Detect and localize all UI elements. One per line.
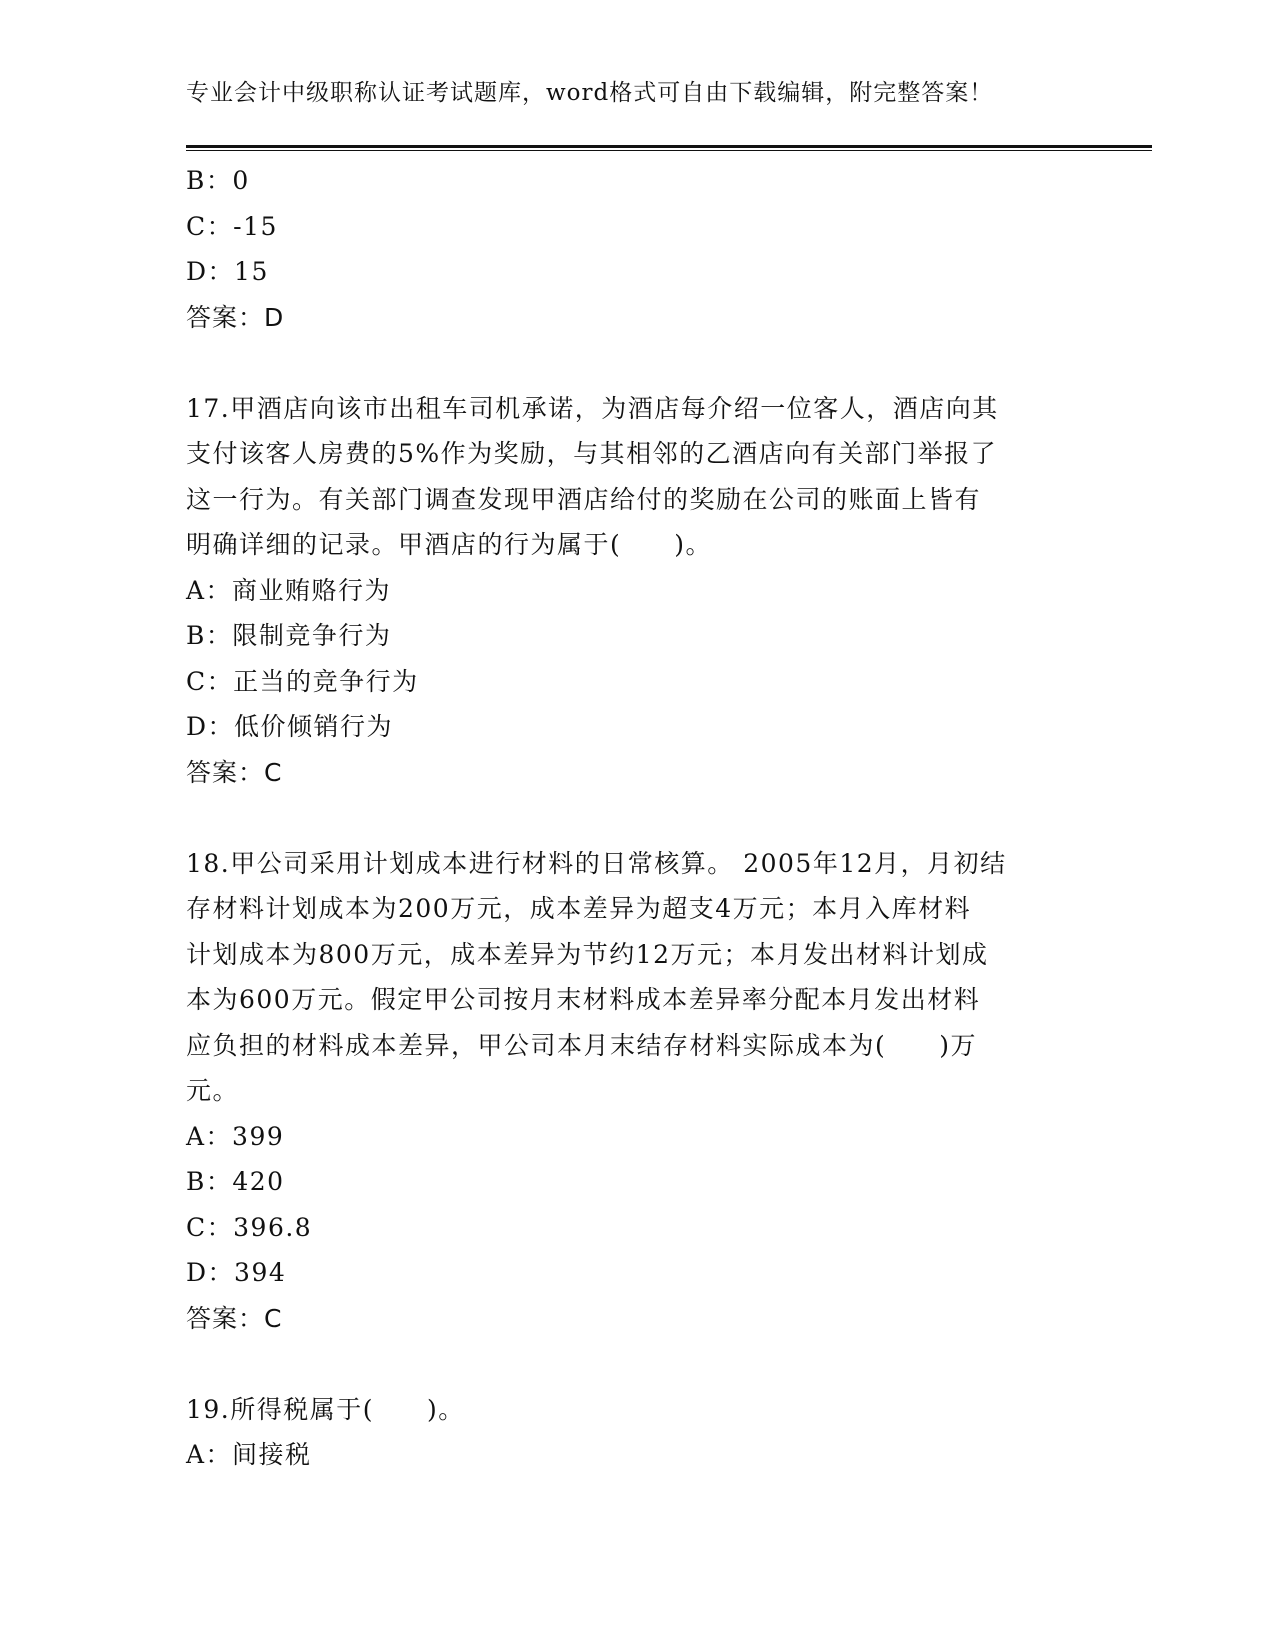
question-text-line: 存材料计划成本为200万元，成本差异为超支4万元；本月入库材料 — [186, 894, 972, 923]
question-18 — [186, 841, 1086, 1342]
option-c: C：-15 — [186, 211, 278, 241]
spacer — [186, 1341, 1086, 1387]
question-text-line: 17.甲酒店向该市出租车司机承诺，为酒店每介绍一位客人，酒店向其 — [186, 393, 999, 423]
page-header: 专业会计中级职称认证考试题库，word格式可自由下载编辑，附完整答案！ — [186, 80, 994, 106]
option-c: C：396.8 — [186, 1212, 313, 1242]
question-text-line: 明确详细的记录。甲酒店的行为属于( )。 — [186, 530, 713, 559]
option-b: B：420 — [186, 1167, 285, 1196]
header-rule-thin — [186, 150, 1152, 151]
question-text-line: 这一行为。有关部门调查发现甲酒店给付的奖励在公司的账面上皆有 — [186, 484, 982, 514]
option-d: D：15 — [186, 257, 269, 286]
option-b: B：限制竞争行为 — [186, 621, 392, 650]
question-text-line: 支付该客人房费的5%作为奖励，与其相邻的乙酒店向有关部门举报了 — [186, 439, 998, 468]
question-text-line: 19.所得税属于( )。 — [186, 1394, 465, 1424]
option-b: B：0 — [186, 166, 250, 195]
spacer — [186, 795, 1086, 841]
question-text-line: 元。 — [186, 1076, 240, 1105]
answer-line: 答案：D — [186, 302, 285, 332]
answer-line: 答案：C — [186, 757, 283, 787]
option-a: A：商业贿赂行为 — [186, 575, 392, 605]
prev-question-block — [186, 158, 1086, 340]
spacer — [186, 340, 1086, 386]
document-body — [186, 158, 1086, 1478]
option-c: C：正当的竞争行为 — [186, 666, 419, 696]
option-a: A：间接税 — [186, 1440, 312, 1469]
answer-line: 答案：C — [186, 1303, 283, 1333]
question-17 — [186, 386, 1086, 796]
question-text-line: 应负担的材料成本差异，甲公司本月末结存材料实际成本为( )万 — [186, 1030, 978, 1060]
question-text-line: 计划成本为800万元，成本差异为节约12万元；本月发出材料计划成 — [186, 939, 989, 969]
header-rule-thick — [186, 145, 1152, 148]
option-a: A：399 — [186, 1121, 285, 1151]
question-text-line: 本为600万元。假定甲公司按月末材料成本差异率分配本月发出材料 — [186, 985, 981, 1014]
question-text-line: 18.甲公司采用计划成本进行材料的日常核算。 2005年12月，月初结 — [186, 848, 1007, 878]
question-19 — [186, 1387, 1086, 1478]
option-d: D：低价倾销行为 — [186, 712, 394, 741]
option-d: D：394 — [186, 1258, 287, 1287]
